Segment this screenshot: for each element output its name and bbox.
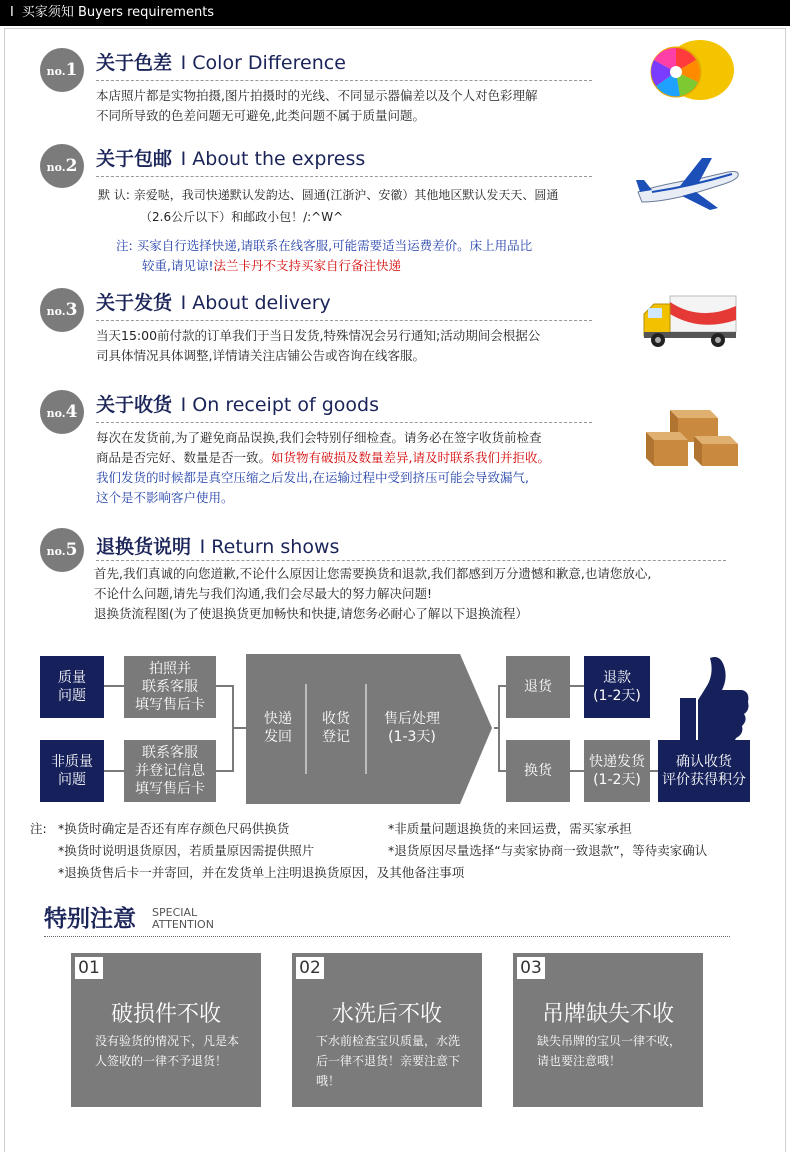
- section-title: 退换货说明 I Return shows: [96, 536, 340, 558]
- flow-connector: [104, 685, 124, 687]
- section-badge: no.1: [40, 48, 84, 92]
- section-title: 关于色差 I Color Difference: [96, 52, 346, 74]
- note-item: *退换货售后卡一并寄回，并在发货单上注明退换货原因，及其他备注事项: [58, 865, 465, 880]
- flow-ship-exchange: 快递发货 (1-2天): [584, 740, 650, 802]
- card-number: 02: [296, 957, 324, 979]
- section-color-difference: [40, 46, 740, 132]
- card-description: 下水前检查宝贝质量，水洗后一律不退货！亲要注意下哦！: [316, 1034, 461, 1088]
- section-title: 关于收货 I On receipt of goods: [96, 394, 379, 416]
- flow-express-return: 快递 发回: [264, 711, 292, 745]
- flow-non-quality-issue: 非质量 问题: [40, 740, 104, 802]
- flow-connector: [570, 685, 584, 687]
- section-divider: [96, 80, 592, 81]
- header-title: 买家须知 Buyers requirements: [21, 5, 215, 20]
- section-body: 本店照片都是实物拍摄,图片拍摄时的光线、不同显示器偏差以及个人对色彩理解 不同所导致的色差问题无可避免,此类问题不属于质量问题。: [96, 88, 538, 123]
- delivery-truck-icon: [640, 292, 740, 352]
- header-separator: I: [10, 5, 14, 20]
- section-receipt: [40, 388, 740, 508]
- flow-connector: [104, 770, 124, 772]
- section-badge: no.5: [40, 528, 84, 572]
- card-number: 03: [517, 957, 545, 979]
- special-subtitle: SPECIAL ATTENTION: [152, 906, 214, 931]
- express-note: 注: 买家自行选择快递,请联系在线客服,可能需要适当运费差价。床上用品比 较重,请见谅!法兰卡丹不支持买家自行备注快递: [116, 238, 533, 273]
- flow-quality-issue: 质量 问题: [40, 656, 104, 718]
- flow-connector: [232, 727, 246, 729]
- section-badge: no.3: [40, 288, 84, 332]
- note-item: *非质量问题退换货的来回运费，需买家承担: [388, 821, 632, 836]
- flow-confirm-receipt: 确认收货 评价获得积分: [658, 740, 750, 802]
- card-title: 吊牌缺失不收: [541, 1002, 674, 1027]
- section-divider: [96, 422, 592, 423]
- special-attention-heading: [44, 900, 214, 933]
- note-item: *退货原因尽量选择“与卖家协商一致退款”，等待卖家确认: [388, 843, 708, 858]
- flow-connector: [498, 685, 500, 772]
- flow-receive-register: 收货 登记: [322, 711, 350, 745]
- card-number: 01: [75, 957, 103, 979]
- thumbs-up-icon: [658, 654, 750, 744]
- section-body: 首先,我们真诚的向您道歉,不论什么原因让您需要换货和退款,我们都感到万分遗憾和歉意,也请您放心, 不论什么问题,请先与我们沟通,我们会尽最大的努力解决问题! 退换货流程图(为了使退换货更加畅快和快捷,请您务必耐心了解以下退换流程）: [94, 566, 652, 621]
- attention-card: [71, 953, 261, 1107]
- flow-return-goods: 退货: [506, 656, 570, 718]
- return-flowchart: [40, 654, 750, 804]
- notes-label: 注:: [30, 821, 47, 836]
- flow-exchange: 换货: [506, 740, 570, 802]
- express-default: 默 认: 亲爱哒，我司快递默认发韵达、圆通(江浙沪、安徽）其他地区默认发天天、圆通 （2.6公斤以下）和邮政小包！/:^W^: [98, 188, 559, 224]
- section-delivery: [40, 286, 740, 368]
- section-body: 当天15:00前付款的订单我们于当日发货,特殊情况会另行通知;活动期间会根据公 司具体情况具体调整,详情请关注店铺公告或咨询在线客服。: [96, 328, 541, 363]
- section-return: [40, 526, 740, 626]
- card-title: 水洗后不收: [331, 1002, 442, 1027]
- note-item: *换货时确定是否还有库存颜色尺码供换货: [58, 821, 290, 836]
- header-bar: [0, 0, 790, 26]
- flow-connector: [650, 770, 658, 772]
- color-wheel-lemon-icon: [636, 34, 744, 106]
- flow-connector: [498, 685, 506, 687]
- flow-connector: [570, 770, 584, 772]
- flow-after-sale: 售后处理 (1-3天): [384, 711, 440, 745]
- attention-card: [292, 953, 482, 1107]
- section-divider: [96, 176, 592, 177]
- section-title: 关于包邮 I About the express: [96, 148, 366, 170]
- section-divider: [96, 320, 592, 321]
- card-description: 没有验货的情况下，凡是本人签收的一律不予退货！: [95, 1034, 240, 1068]
- flow-photo-contact: 拍照并 联系客服 填写售后卡: [124, 656, 216, 718]
- section-divider: [96, 560, 726, 561]
- airplane-icon: [632, 152, 744, 216]
- flow-connector: [498, 770, 506, 772]
- flow-contact-register: 联系客服 并登记信息 填写售后卡: [124, 740, 216, 802]
- special-title: 特别注意: [44, 906, 136, 932]
- section-badge: no.2: [40, 144, 84, 188]
- special-divider: [44, 936, 730, 937]
- section-body: 每次在发货前,为了避免商品误换,我们会特别仔细检查。请务必在签字收货前检查 商品是否完好、数量是否一致。如货物有破损及数量差异,请及时联系我们并拒收。 我们发货的时候都是真空压缩之后发出,在运输过程中受到挤压可能会导致漏气, 这个是不影响客户使用。: [96, 430, 550, 505]
- card-description: 缺失吊牌的宝贝一律不收，请也要注意哦！: [537, 1034, 682, 1068]
- cardboard-boxes-icon: [640, 406, 742, 470]
- flow-refund: 退款 (1-2天): [584, 656, 650, 718]
- note-item: *换货时说明退货原因，若质量原因需提供照片: [58, 843, 315, 858]
- card-title: 破损件不收: [110, 1002, 221, 1027]
- attention-card: [513, 953, 703, 1107]
- section-badge: no.4: [40, 390, 84, 434]
- section-title: 关于发货 I About delivery: [96, 292, 331, 314]
